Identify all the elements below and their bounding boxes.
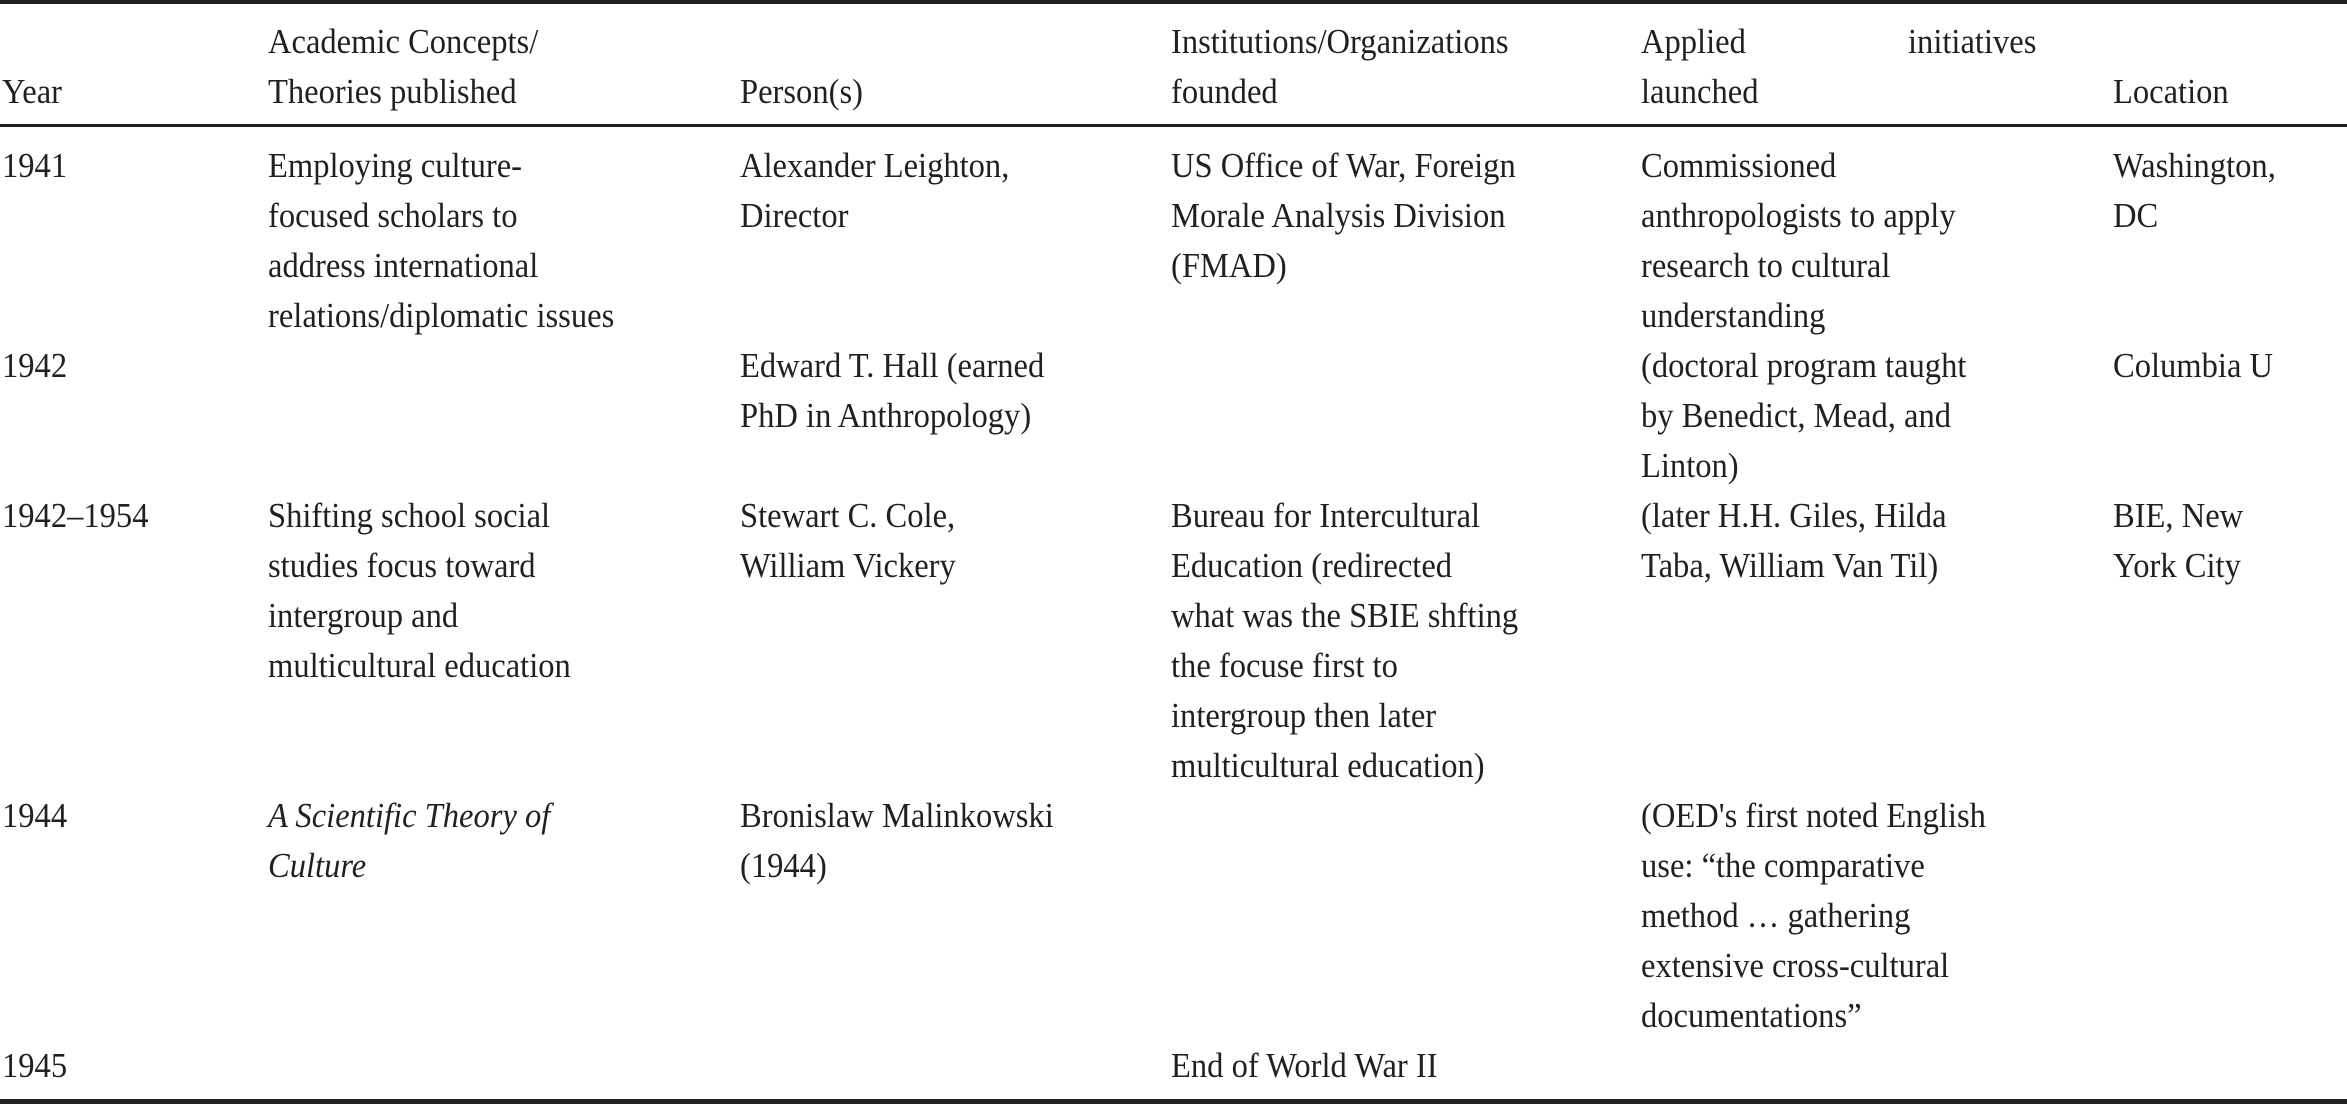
text-line: Edward T. Hall (earned xyxy=(740,346,1045,385)
year-text: 1942–1954 xyxy=(2,496,149,535)
text-line: Bureau for Intercultural xyxy=(1171,496,1481,535)
header-year-label: Year xyxy=(2,72,62,111)
cell-persons xyxy=(740,791,1054,891)
text-line: focused scholars to xyxy=(268,196,518,235)
cell-year xyxy=(2,791,67,841)
text-line: Linton) xyxy=(1641,446,1739,485)
year-text: 1942 xyxy=(2,346,68,385)
cell-concepts xyxy=(268,141,614,341)
text-line: End of World War II xyxy=(1171,1046,1438,1085)
text-line: William Vickery xyxy=(740,546,956,585)
text-line: Commissioned xyxy=(1641,146,1837,185)
cell-institutions xyxy=(1171,491,1518,791)
text-line: extensive cross-cultural xyxy=(1641,946,1950,985)
text-line: (later H.H. Giles, Hilda xyxy=(1641,496,1947,535)
cell-year xyxy=(2,141,67,191)
cell-location xyxy=(2113,141,2276,241)
header-applied-word1: Applied xyxy=(1641,22,1746,61)
header-institutions-line: Institutions/Organizations xyxy=(1171,22,1509,61)
text-line: research to cultural xyxy=(1641,246,1891,285)
table-bottom-rule xyxy=(0,1099,2347,1104)
text-line: documentations” xyxy=(1641,996,1862,1035)
header-location xyxy=(2113,67,2229,117)
text-line: Columbia U xyxy=(2113,346,2274,385)
text-line: multicultural education xyxy=(268,646,571,685)
header-applied-line2: launched xyxy=(1641,72,1759,111)
cell-applied xyxy=(1641,791,1986,1041)
cell-persons xyxy=(740,141,1009,241)
header-applied-word2: initiatives xyxy=(1908,22,2037,61)
text-line: relations/diplomatic issues xyxy=(268,296,615,335)
cell-persons xyxy=(740,341,1044,441)
header-institutions-line: founded xyxy=(1171,72,1278,111)
text-line: by Benedict, Mead, and xyxy=(1641,396,1952,435)
text-line: studies focus toward xyxy=(268,546,536,585)
text-line: US Office of War, Foreign xyxy=(1171,146,1516,185)
cell-location xyxy=(2113,341,2273,391)
text-line: Stewart C. Cole, xyxy=(740,496,956,535)
text-line: Washington, xyxy=(2113,146,2276,185)
header-year xyxy=(2,67,62,117)
text-line: anthropologists to apply xyxy=(1641,196,1956,235)
text-line: BIE, New xyxy=(2113,496,2244,535)
text-line: what was the SBIE shfting xyxy=(1171,596,1519,635)
text-line: (1944) xyxy=(740,846,827,885)
text-line: use: “the comparative xyxy=(1641,846,1925,885)
cell-concepts xyxy=(268,791,550,891)
text-line: intergroup and xyxy=(268,596,459,635)
text-line: DC xyxy=(2113,196,2159,235)
text-line: Education (redirected xyxy=(1171,546,1453,585)
table-header-rule xyxy=(0,124,2347,127)
year-text: 1945 xyxy=(2,1046,68,1085)
text-line: (OED's first noted English xyxy=(1641,796,1986,835)
text-line: Shifting school social xyxy=(268,496,551,535)
text-line: intergroup then later xyxy=(1171,696,1437,735)
text-line: (FMAD) xyxy=(1171,246,1287,285)
text-line: Morale Analysis Division xyxy=(1171,196,1506,235)
text-line: understanding xyxy=(1641,296,1826,335)
cell-applied xyxy=(1641,491,1947,591)
text-line: multicultural education) xyxy=(1171,746,1485,785)
header-institutions xyxy=(1171,17,1509,117)
table-top-rule xyxy=(0,0,2347,4)
cell-institutions xyxy=(1171,1041,1438,1091)
cell-applied xyxy=(1641,141,1956,341)
cell-institutions xyxy=(1171,141,1516,291)
header-concepts xyxy=(268,17,538,117)
header-persons xyxy=(740,67,863,117)
cell-concepts xyxy=(268,491,571,691)
text-line: Director xyxy=(740,196,849,235)
text-line: Alexander Leighton, xyxy=(740,146,1010,185)
header-persons-label: Person(s) xyxy=(740,72,863,111)
text-line: address international xyxy=(268,246,539,285)
text-line: Employing culture- xyxy=(268,146,523,185)
header-location-label: Location xyxy=(2113,72,2229,111)
year-text: 1944 xyxy=(2,796,68,835)
year-text: 1941 xyxy=(2,146,68,185)
cell-year xyxy=(2,491,148,541)
cell-applied xyxy=(1641,341,1966,491)
cell-year xyxy=(2,1041,67,1091)
book-title-line: A Scientific Theory of xyxy=(268,796,551,835)
cell-persons xyxy=(740,491,956,591)
text-line: Bronislaw Malinkowski xyxy=(740,796,1054,835)
text-line: (doctoral program taught xyxy=(1641,346,1967,385)
text-line: York City xyxy=(2113,546,2241,585)
header-concepts-line: Theories published xyxy=(268,72,517,111)
text-line: the focuse first to xyxy=(1171,646,1398,685)
cell-year xyxy=(2,341,67,391)
cell-location xyxy=(2113,491,2243,591)
text-line: Taba, William Van Til) xyxy=(1641,546,1939,585)
text-line: PhD in Anthropology) xyxy=(740,396,1032,435)
book-title-line: Culture xyxy=(268,846,367,885)
text-line: method … gathering xyxy=(1641,896,1911,935)
header-concepts-line: Academic Concepts/ xyxy=(268,22,539,61)
